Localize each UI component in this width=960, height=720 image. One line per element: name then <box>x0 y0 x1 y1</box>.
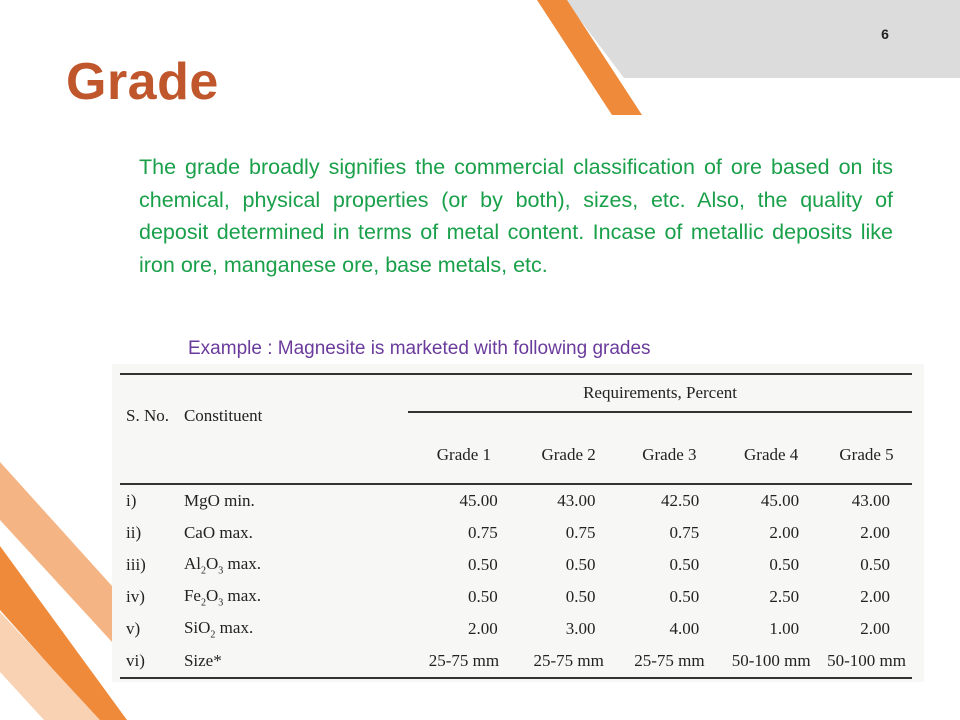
row-sno: v) <box>126 619 141 638</box>
row-value: 0.50 <box>860 555 890 574</box>
row-value: 0.50 <box>565 555 596 574</box>
row-value: 0.75 <box>669 523 700 542</box>
body-paragraph: The grade broadly signifies the commercial classification of ore based on its chemical, physical properties (or by both), sizes, etc. Also, the quality of deposit determined in terms of metal content. Incase of metallic deposits like iron ore, manganese ore, base metals, etc. <box>139 155 893 277</box>
row-value: 50-100 mm <box>731 651 811 670</box>
requirements-header: Requirements, Percent <box>408 374 912 412</box>
row-value: 2.00 <box>860 619 890 638</box>
row-value: 25-75 mm <box>533 651 604 670</box>
row-value: 4.00 <box>669 619 700 638</box>
magnesite-grades-table <box>120 373 912 679</box>
row-value: 2.00 <box>769 523 800 542</box>
row-value: 0.75 <box>565 523 596 542</box>
row-value: 0.50 <box>769 555 800 574</box>
row-sno: iii) <box>126 555 146 574</box>
row-value: 0.50 <box>467 555 498 574</box>
grade-header: Grade 2 <box>541 445 596 464</box>
row-sno: ii) <box>126 523 142 542</box>
row-value: 1.00 <box>769 619 800 638</box>
row-value: 2.00 <box>467 619 498 638</box>
slide-number: 6 <box>881 26 889 42</box>
constituent-header: Constituent <box>183 406 263 425</box>
row-value: 43.00 <box>851 491 890 510</box>
row-value: 0.50 <box>669 587 700 606</box>
row-value: 0.50 <box>467 587 498 606</box>
table-row <box>120 581 912 613</box>
header-gray-band <box>565 0 960 78</box>
table-row <box>120 645 912 678</box>
grades-table-image <box>112 364 924 682</box>
row-value: 3.00 <box>565 619 596 638</box>
row-value: 0.50 <box>565 587 596 606</box>
grade-header: Grade 4 <box>744 445 799 464</box>
row-value: 2.00 <box>860 587 890 606</box>
grade-header: Grade 5 <box>839 445 894 464</box>
row-constituent: $Al_2O_3$ max. <box>183 553 262 577</box>
row-constituent: Size* <box>183 651 222 670</box>
sno-header: S. No. <box>126 406 169 425</box>
table-row <box>120 549 912 581</box>
grade-header: Grade 1 <box>436 445 492 464</box>
grade-header: Grade 3 <box>642 445 697 464</box>
row-value: 50-100 mm <box>827 651 906 670</box>
example-caption: Example : Magnesite is marketed with following grades <box>188 338 651 359</box>
row-constituent: CaO max. <box>183 523 253 542</box>
row-value: 42.50 <box>660 491 700 510</box>
table-row <box>120 613 912 645</box>
row-value: 2.00 <box>860 523 890 542</box>
row-constituent: SiO$_2$ max. <box>183 617 254 641</box>
table-row <box>120 517 912 549</box>
slide-title: Grade <box>66 53 219 111</box>
row-sno: vi) <box>126 651 145 670</box>
row-sno: iv) <box>126 587 145 606</box>
row-value: 0.75 <box>467 523 498 542</box>
row-constituent: MgO min. <box>183 491 255 510</box>
row-value: 25-75 mm <box>634 651 705 670</box>
row-value: 43.00 <box>557 491 596 510</box>
row-sno: i) <box>126 491 137 510</box>
row-value: 45.00 <box>459 491 498 510</box>
table-row <box>120 484 912 517</box>
row-value: 25-75 mm <box>428 651 500 670</box>
row-value: 45.00 <box>760 491 800 510</box>
row-value: 2.50 <box>769 587 800 606</box>
row-value: 0.50 <box>669 555 700 574</box>
row-constituent: $Fe_2O_3$ max. <box>183 585 262 609</box>
